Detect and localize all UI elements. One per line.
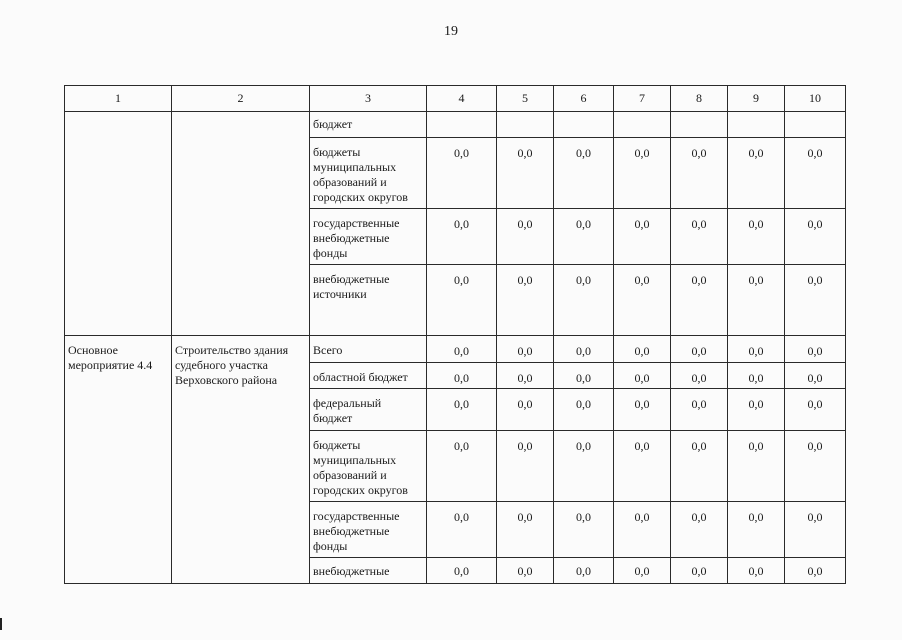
value-cell: 0,0 <box>671 389 728 431</box>
value-cell: 0,0 <box>728 502 785 558</box>
activity-name: Основное мероприятие 4.4 <box>65 336 172 584</box>
funding-source: государственные внебюджетные фонды <box>310 502 427 558</box>
value-cell <box>497 112 554 138</box>
value-cell: 0,0 <box>614 502 671 558</box>
value-cell: 0,0 <box>497 138 554 209</box>
value-cell: 0,0 <box>427 389 497 431</box>
value-cell: 0,0 <box>554 502 614 558</box>
value-cell: 0,0 <box>497 336 554 363</box>
funding-source: государственные внебюджетные фонды <box>310 209 427 265</box>
funding-source: внебюджетные <box>310 558 427 584</box>
value-cell: 0,0 <box>785 502 846 558</box>
funding-source: Всего <box>310 336 427 363</box>
value-cell: 0,0 <box>554 209 614 265</box>
value-cell: 0,0 <box>614 558 671 584</box>
page-number: 19 <box>444 24 458 39</box>
value-cell: 0,0 <box>728 209 785 265</box>
value-cell: 0,0 <box>671 363 728 389</box>
value-cell: 0,0 <box>427 558 497 584</box>
value-cell: 0,0 <box>785 389 846 431</box>
value-cell: 0,0 <box>614 336 671 363</box>
value-cell: 0,0 <box>554 138 614 209</box>
activity-cell-empty <box>65 112 172 336</box>
column-number: 1 <box>65 86 172 112</box>
description-cell-empty <box>172 112 310 336</box>
value-cell: 0,0 <box>614 265 671 336</box>
funding-source: бюджет <box>310 112 427 138</box>
value-cell: 0,0 <box>671 209 728 265</box>
column-number: 7 <box>614 86 671 112</box>
value-cell: 0,0 <box>785 336 846 363</box>
funding-source: внебюджетные источники <box>310 265 427 336</box>
value-cell <box>554 112 614 138</box>
value-cell: 0,0 <box>614 389 671 431</box>
value-cell: 0,0 <box>728 138 785 209</box>
value-cell <box>785 112 846 138</box>
column-number: 2 <box>172 86 310 112</box>
value-cell <box>614 112 671 138</box>
value-cell: 0,0 <box>614 431 671 502</box>
budget-table <box>64 85 846 584</box>
value-cell: 0,0 <box>614 138 671 209</box>
value-cell: 0,0 <box>554 389 614 431</box>
value-cell: 0,0 <box>427 431 497 502</box>
value-cell: 0,0 <box>497 502 554 558</box>
value-cell: 0,0 <box>497 558 554 584</box>
value-cell: 0,0 <box>554 363 614 389</box>
column-number: 6 <box>554 86 614 112</box>
value-cell: 0,0 <box>497 431 554 502</box>
value-cell: 0,0 <box>671 265 728 336</box>
value-cell: 0,0 <box>427 138 497 209</box>
value-cell: 0,0 <box>497 209 554 265</box>
value-cell: 0,0 <box>728 431 785 502</box>
value-cell: 0,0 <box>785 265 846 336</box>
value-cell: 0,0 <box>497 265 554 336</box>
value-cell: 0,0 <box>785 209 846 265</box>
value-cell: 0,0 <box>554 431 614 502</box>
column-number: 3 <box>310 86 427 112</box>
value-cell: 0,0 <box>785 431 846 502</box>
value-cell: 0,0 <box>728 389 785 431</box>
column-number: 4 <box>427 86 497 112</box>
value-cell: 0,0 <box>728 336 785 363</box>
funding-source: федеральный бюджет <box>310 389 427 431</box>
value-cell: 0,0 <box>728 363 785 389</box>
column-number: 8 <box>671 86 728 112</box>
value-cell: 0,0 <box>554 558 614 584</box>
value-cell: 0,0 <box>671 558 728 584</box>
value-cell: 0,0 <box>671 138 728 209</box>
value-cell: 0,0 <box>785 138 846 209</box>
activity-description: Строительство здания судебного участка Верховского района <box>172 336 310 584</box>
value-cell <box>427 112 497 138</box>
value-cell: 0,0 <box>427 336 497 363</box>
value-cell: 0,0 <box>497 363 554 389</box>
value-cell: 0,0 <box>427 502 497 558</box>
value-cell: 0,0 <box>554 265 614 336</box>
value-cell: 0,0 <box>427 363 497 389</box>
column-number-row <box>65 86 846 112</box>
funding-source: бюджеты муниципальных образований и городских округов <box>310 138 427 209</box>
value-cell: 0,0 <box>614 209 671 265</box>
value-cell: 0,0 <box>785 558 846 584</box>
table-row <box>65 336 846 363</box>
column-number: 10 <box>785 86 846 112</box>
value-cell: 0,0 <box>671 431 728 502</box>
value-cell: 0,0 <box>497 389 554 431</box>
funding-source: областной бюджет <box>310 363 427 389</box>
column-number: 5 <box>497 86 554 112</box>
value-cell: 0,0 <box>614 363 671 389</box>
funding-source: бюджеты муниципальных образований и городских округов <box>310 431 427 502</box>
value-cell: 0,0 <box>671 502 728 558</box>
value-cell <box>671 112 728 138</box>
value-cell: 0,0 <box>728 558 785 584</box>
value-cell: 0,0 <box>554 336 614 363</box>
value-cell: 0,0 <box>728 265 785 336</box>
table-row <box>65 112 846 138</box>
scan-mark <box>0 618 2 630</box>
value-cell: 0,0 <box>671 336 728 363</box>
value-cell: 0,0 <box>427 209 497 265</box>
value-cell <box>728 112 785 138</box>
value-cell: 0,0 <box>427 265 497 336</box>
value-cell: 0,0 <box>785 363 846 389</box>
column-number: 9 <box>728 86 785 112</box>
